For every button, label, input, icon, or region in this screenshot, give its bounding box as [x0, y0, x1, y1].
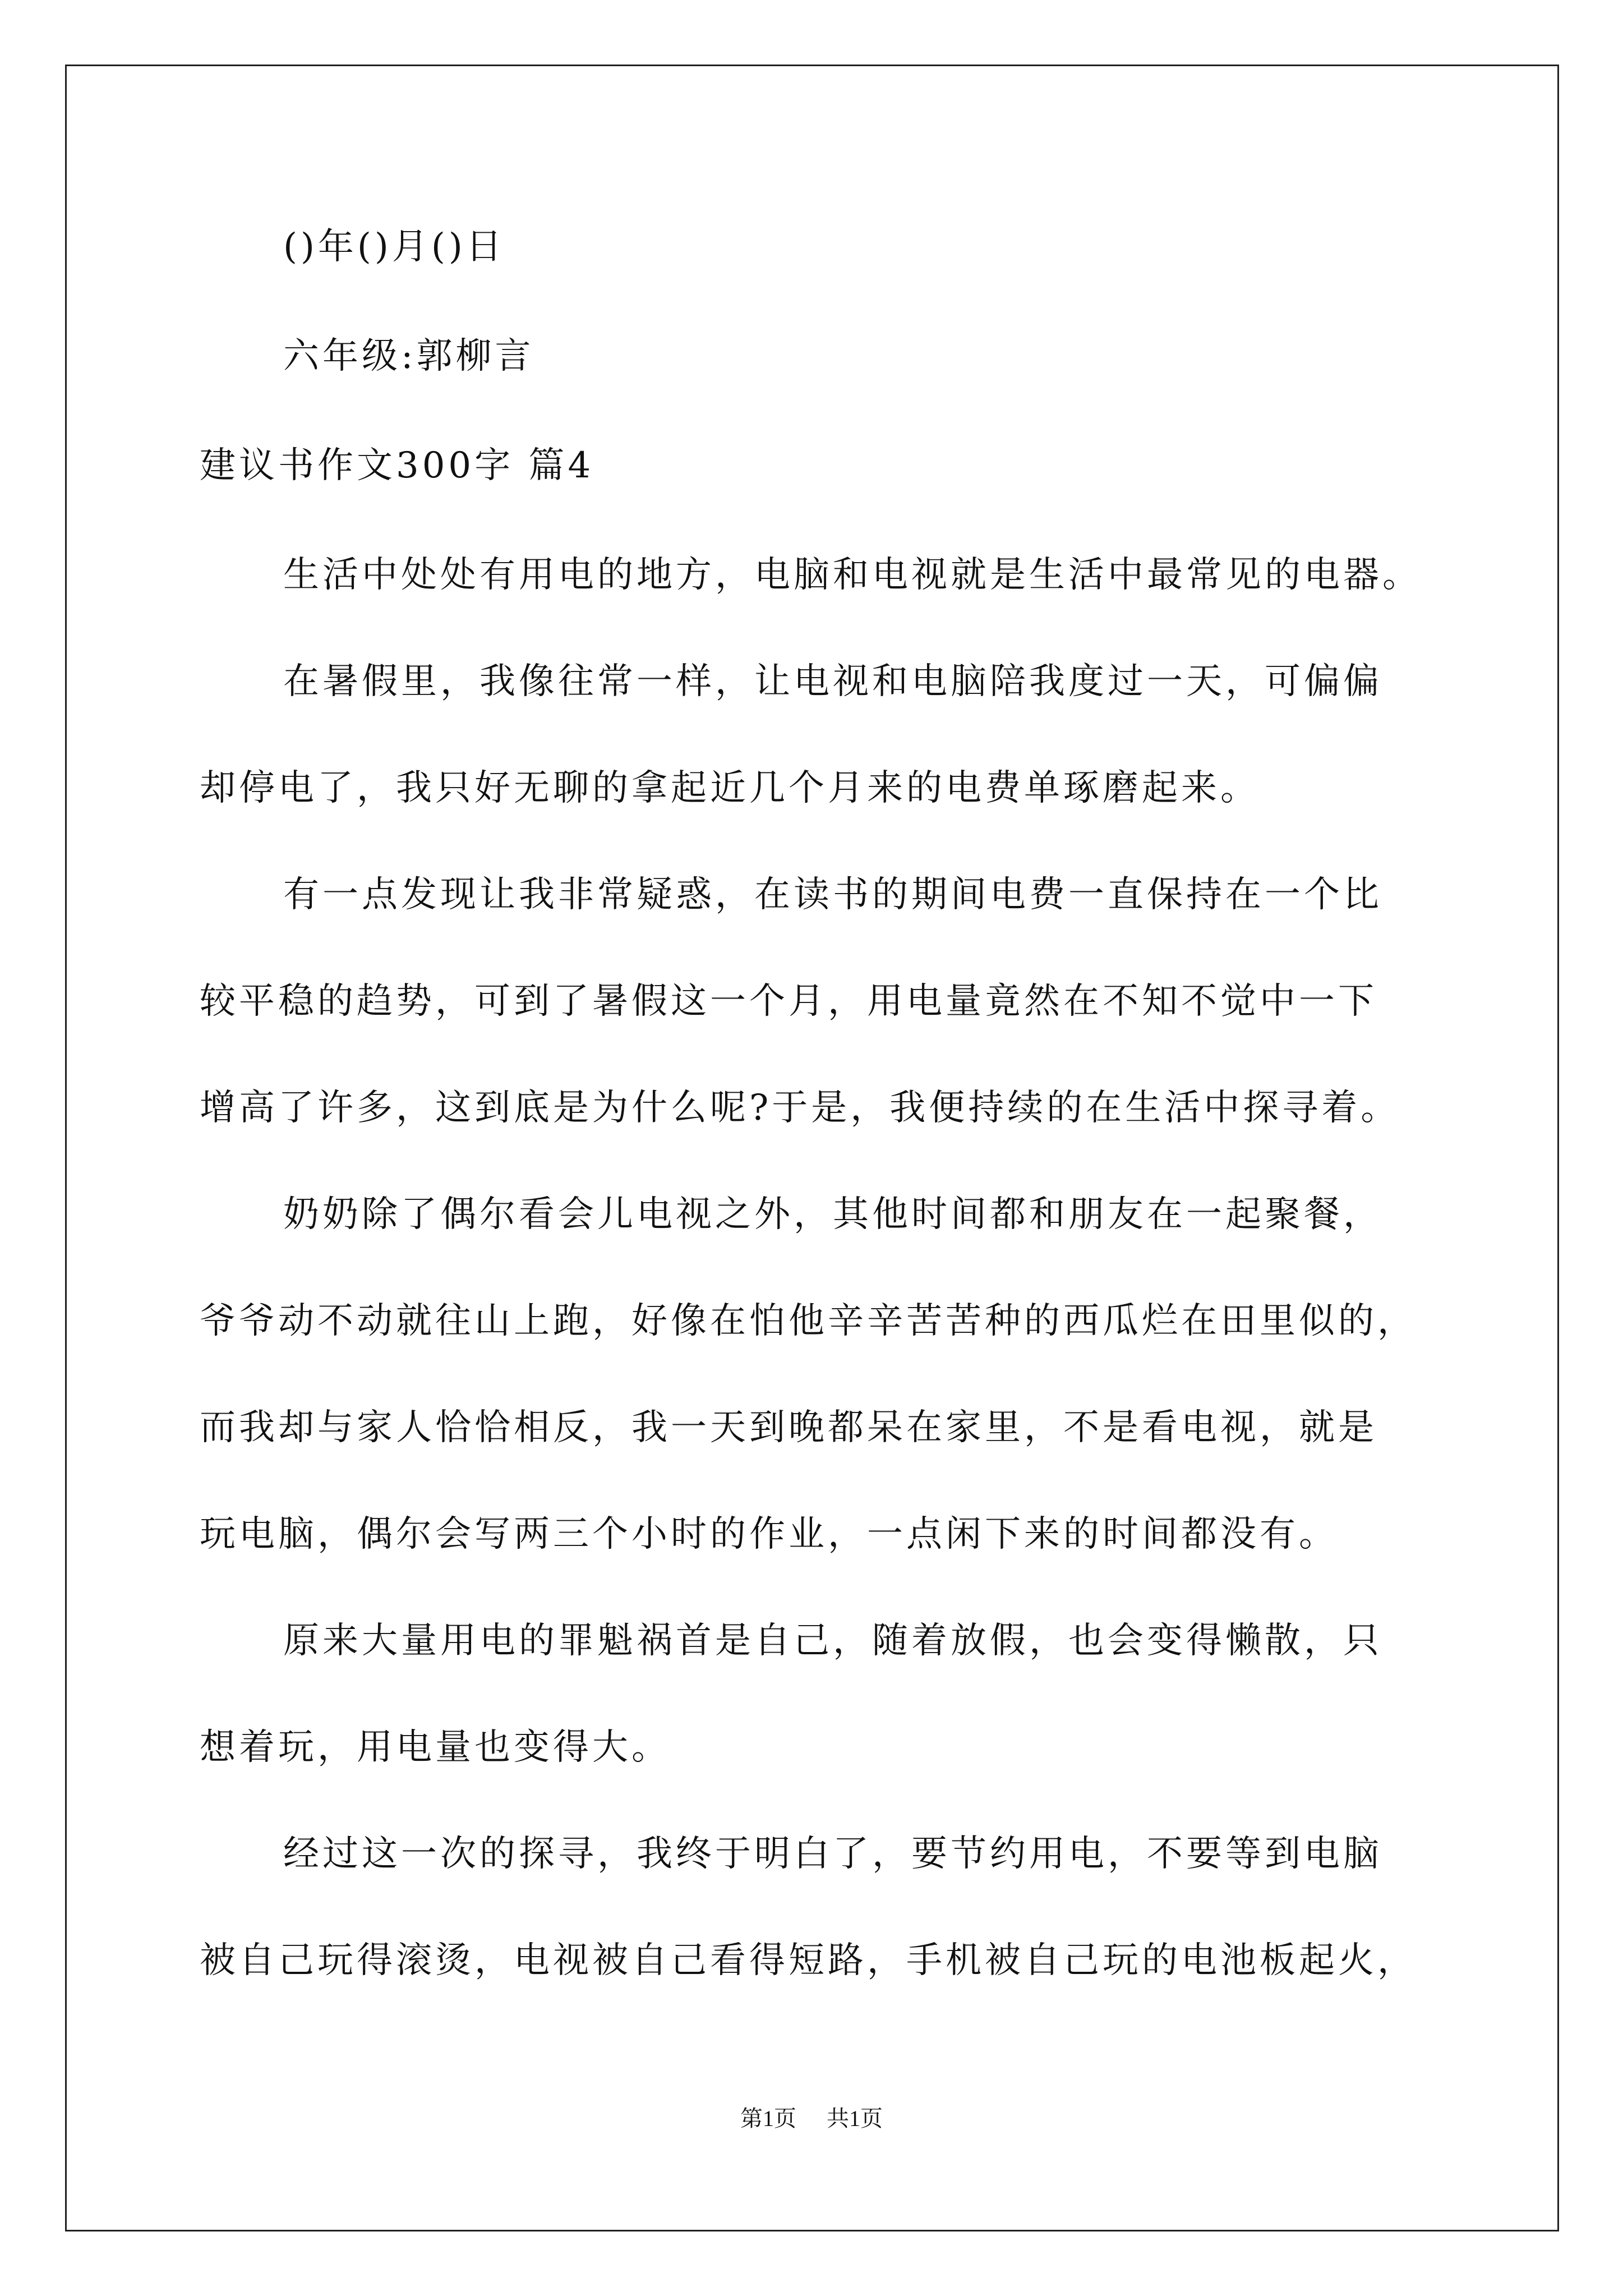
paragraph-line: 有一点发现让我非常疑惑，在读书的期间电费一直保持在一个比: [283, 874, 1382, 915]
paragraph-line: 而我却与家人恰恰相反，我一天到晚都呆在家里，不是看电视，就是: [200, 1407, 1377, 1448]
paragraph-line: 原来大量用电的罪魁祸首是自己，随着放假，也会变得懒散，只: [283, 1620, 1382, 1662]
page-number-current: 第1页: [740, 2106, 796, 2131]
paragraph-line: 在暑假里，我像往常一样，让电视和电脑陪我度过一天，可偏偏: [283, 661, 1382, 702]
paragraph-line: 爷爷动不动就往山上跑，好像在怕他辛辛苦苦种的西瓜烂在田里似的，: [200, 1300, 1417, 1342]
essay-title: 建议书作文300字 篇4: [200, 445, 594, 486]
author-line: 六年级:郭柳言: [283, 335, 534, 377]
paragraph-line: 较平稳的趋势，可到了暑假这一个月，用电量竟然在不知不觉中一下: [200, 981, 1377, 1022]
paragraph-line: 玩电脑，偶尔会写两三个小时的作业，一点闲下来的时间都没有。: [200, 1513, 1338, 1555]
paragraph-line: 生活中处处有用电的地方，电脑和电视就是生活中最常见的电器。: [283, 554, 1422, 596]
page-border: [65, 65, 1559, 2231]
paragraph-line: 增高了许多，这到底是为什么呢?于是，我便持续的在生活中探寻着。: [200, 1087, 1400, 1129]
date-line: ()年()月()日: [283, 226, 505, 268]
page-footer: [0, 2105, 1623, 2133]
paragraph-line: 被自己玩得滚烫，电视被自己看得短路，手机被自己玩的电池板起火，: [200, 1940, 1417, 1981]
page-number-total: 共1页: [827, 2106, 883, 2131]
paragraph-line: 却停电了，我只好无聊的拿起近几个月来的电费单琢磨起来。: [200, 767, 1260, 809]
paragraph-line: 想着玩，用电量也变得大。: [200, 1727, 671, 1768]
paragraph-line: 奶奶除了偶尔看会儿电视之外，其他时间都和朋友在一起聚餐，: [283, 1194, 1382, 1235]
paragraph-line: 经过这一次的探寻，我终于明白了，要节约用电，不要等到电脑: [283, 1833, 1382, 1875]
